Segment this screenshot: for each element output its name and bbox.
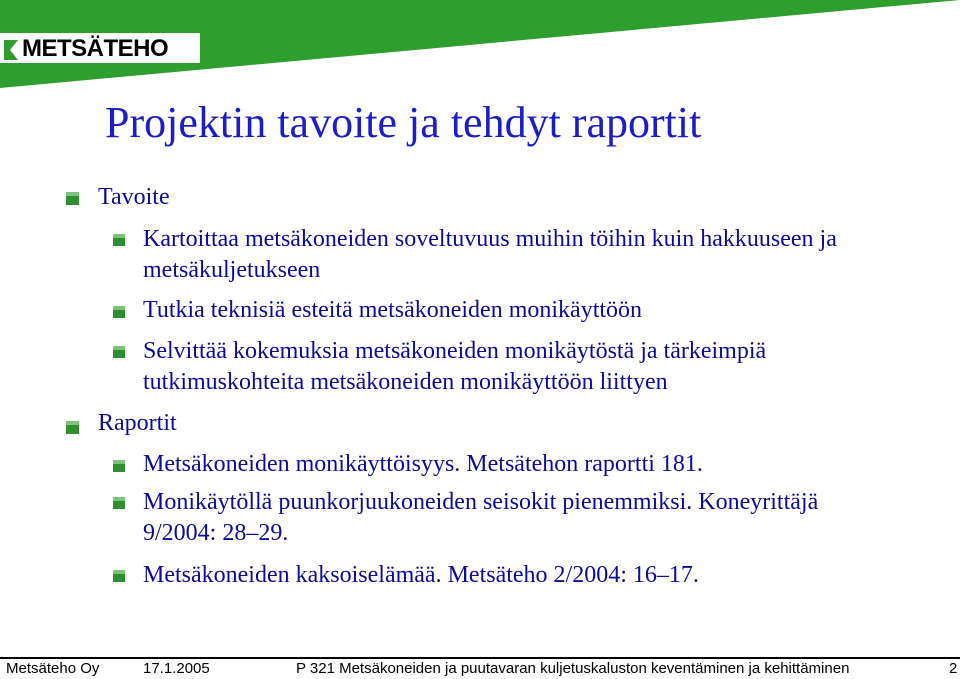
list-item: Tutkia teknisiä esteitä metsäkoneiden monikäyttöön bbox=[143, 297, 643, 323]
footer-org: Metsäteho Oy bbox=[6, 660, 100, 677]
list-item: Selvittää kokemuksia metsäkoneiden monikäytöstä ja tärkeimpiä tutkimuskohteita metsäkoneiden monikäyttöön liittyen bbox=[143, 338, 767, 395]
bullet-square-icon bbox=[113, 346, 125, 358]
list-item: Monikäytöllä puunkorjuukoneiden seisokit pienemmiksi. Koneyrittäjä 9/2004: 28–29. bbox=[143, 489, 819, 546]
bullet-square-icon bbox=[113, 306, 125, 318]
bullet-square-icon bbox=[113, 570, 125, 582]
slide-title: Projektin tavoite ja tehdyt raportit bbox=[105, 98, 702, 147]
section-heading-raportit: Raportit bbox=[98, 410, 177, 436]
bullet-square-icon bbox=[113, 234, 125, 246]
footer-date: 17.1.2005 bbox=[143, 660, 210, 677]
logo-wordmark: METSÄTEHO bbox=[22, 35, 169, 62]
list-item: Metsäkoneiden monikäyttöisyys. Metsätehon raportti 181. bbox=[143, 451, 703, 477]
list-item: Kartoittaa metsäkoneiden soveltuvuus muihin töihin kuin hakkuuseen ja metsäkuljetukseen bbox=[143, 226, 837, 283]
footer-series-tag: Tuloskalvosarja bbox=[815, 633, 933, 652]
footer-page-number: 2 bbox=[949, 660, 958, 677]
footer-project: P 321 Metsäkoneiden ja puutavaran kuljetuskaluston keventäminen ja kehittäminen bbox=[296, 660, 850, 677]
bullet-square-icon bbox=[66, 421, 79, 434]
bullet-square-icon bbox=[113, 497, 125, 509]
section-heading-tavoite: Tavoite bbox=[98, 184, 170, 210]
bullet-square-icon bbox=[113, 460, 125, 472]
bullet-square-icon bbox=[66, 192, 79, 205]
list-item: Metsäkoneiden kaksoiselämää. Metsäteho 2/2004: 16–17. bbox=[143, 562, 699, 588]
